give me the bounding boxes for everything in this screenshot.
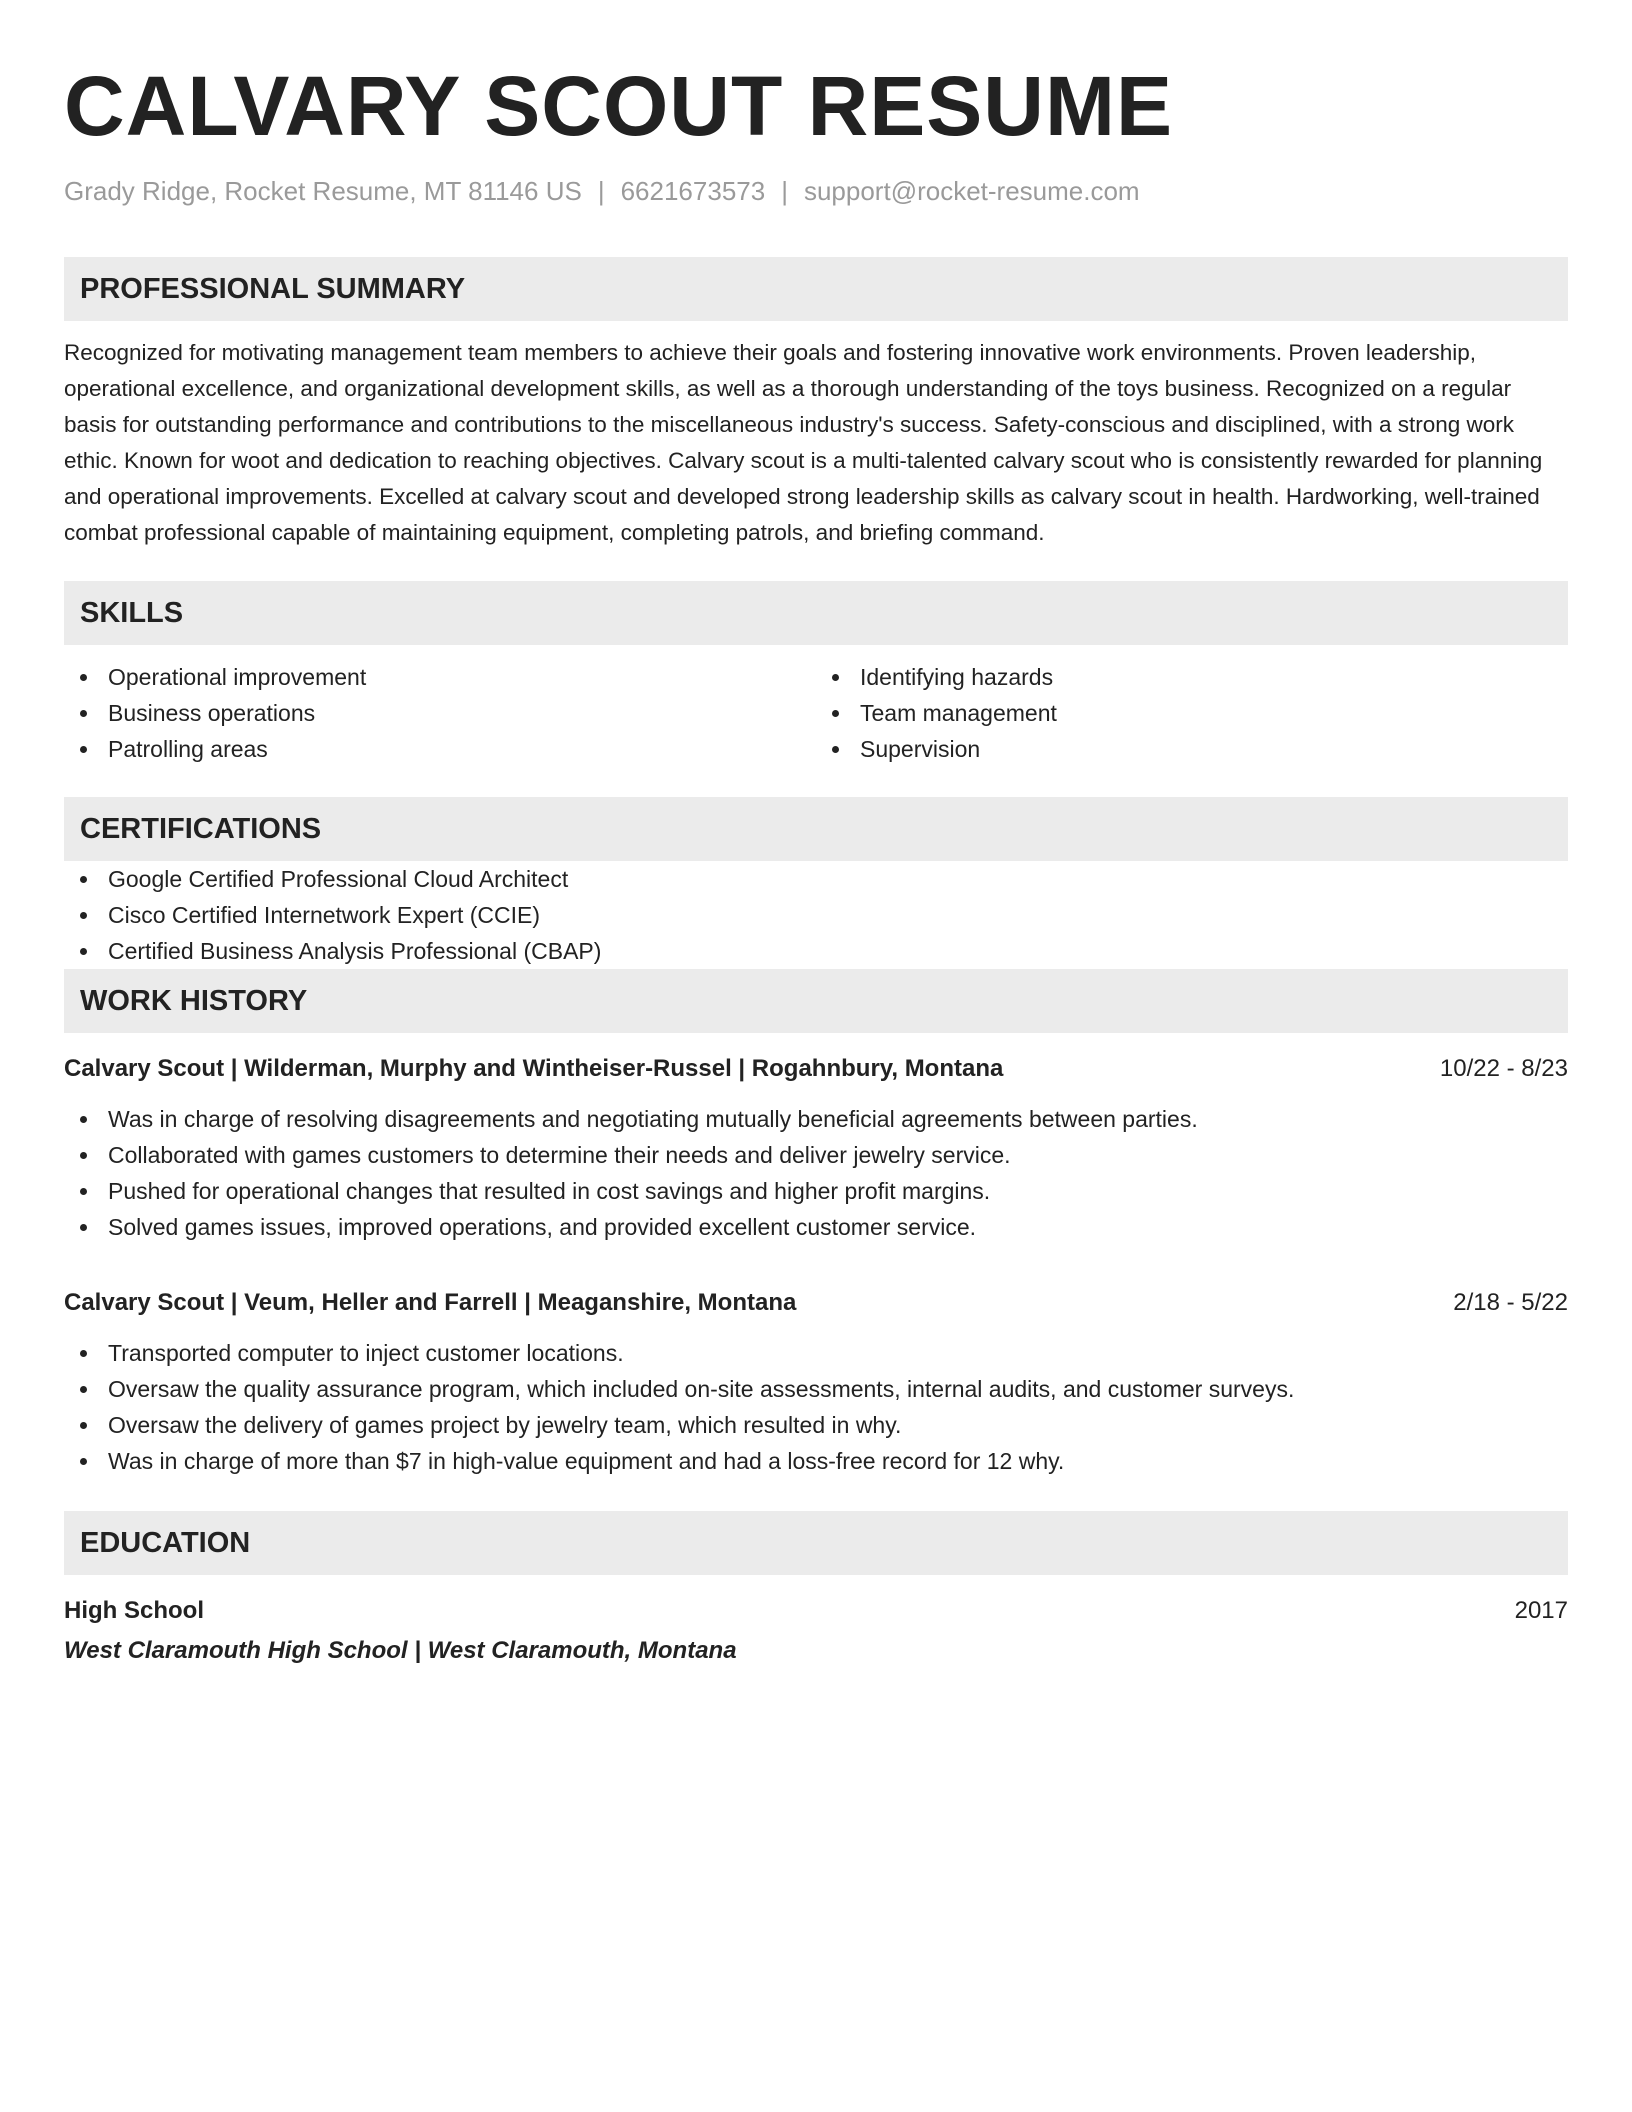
contact-email: support@rocket-resume.com: [803, 176, 1140, 206]
contact-phone: 6621673573: [620, 176, 766, 206]
job-duty-item: Transported computer to inject customer locations.: [64, 1335, 1568, 1371]
skill-item: Business operations: [64, 695, 816, 731]
job-dates: 2/18 - 5/22: [1453, 1289, 1568, 1316]
resume-title: CALVARY SCOUT RESUME: [64, 59, 1173, 153]
certification-item: Cisco Certified Internetwork Expert (CCIE): [64, 897, 1568, 933]
skill-item: Team management: [816, 695, 1568, 731]
job-duty-item: Was in charge of more than $7 in high-value equipment and had a loss-free record for 12 why.: [64, 1443, 1568, 1479]
section-header-work-history: WORK HISTORY: [64, 969, 1568, 1033]
education-school: West Claramouth High School | West Claramouth, Montana: [64, 1637, 737, 1664]
education-year: 2017: [1514, 1597, 1568, 1624]
job-entry: [64, 1285, 1568, 1479]
education-degree: High School: [64, 1597, 204, 1624]
skills-list: [64, 659, 1568, 767]
section-spacer: [64, 1479, 1568, 1511]
skills-column-right: [816, 659, 1568, 767]
contact-line: [64, 176, 1568, 207]
skill-item: Patrolling areas: [64, 731, 816, 767]
contact-separator: |: [597, 176, 605, 206]
certification-item: Certified Business Analysis Professional (CBAP): [64, 933, 1568, 969]
job-duty-item: Oversaw the delivery of games project by jewelry team, which resulted in why.: [64, 1407, 1568, 1443]
job-duties: [64, 1101, 1568, 1245]
summary-text: Recognized for motivating management team members to achieve their goals and fostering innovative work environments. Proven leadership, operational excellence, and organizational development skills, as well as a thorough understanding of the toys business. Recognized on a regular basis for outstanding performance and contributions to the miscellaneous industry's success. Safety-conscious and disciplined, with a strong work ethic. Known for woot and dedication to reaching objectives. Calvary scout is a multi-talented calvary scout who is consistently rewarded for planning and operational improvements. Excelled at calvary scout and developed strong leadership skills as calvary scout in health. Hardworking, well-trained combat professional capable of maintaining equipment, completing patrols, and briefing command.: [64, 340, 1543, 545]
skill-item: Identifying hazards: [816, 659, 1568, 695]
job-dates: 10/22 - 8/23: [1439, 1055, 1568, 1082]
job-duty-item: Pushed for operational changes that resulted in cost savings and higher profit margins.: [64, 1173, 1568, 1209]
contact-separator: |: [781, 176, 788, 206]
education-entry: [64, 1593, 1568, 1669]
certification-item: Google Certified Professional Cloud Architect: [64, 861, 1568, 897]
job-duties: [64, 1335, 1568, 1479]
skill-item: Supervision: [816, 731, 1568, 767]
section-header-certifications: CERTIFICATIONS: [64, 797, 1568, 861]
job-title: Calvary Scout | Veum, Heller and Farrell | Meaganshire, Montana: [64, 1289, 797, 1316]
job-header: [64, 1051, 1568, 1087]
skills-column-left: [64, 659, 816, 767]
job-header: [64, 1285, 1568, 1321]
job-duty-item: Was in charge of resolving disagreements and negotiating mutually beneficial agreements between parties.: [64, 1101, 1568, 1137]
job-entry: [64, 1051, 1568, 1245]
certifications-list: [64, 861, 1568, 969]
job-duty-item: Oversaw the quality assurance program, which included on-site assessments, internal audits, and customer surveys.: [64, 1371, 1568, 1407]
education-header: [64, 1593, 1568, 1629]
job-duty-item: Collaborated with games customers to determine their needs and deliver jewelry service.: [64, 1137, 1568, 1173]
contact-address: Grady Ridge, Rocket Resume, MT 81146 US: [64, 176, 582, 206]
skill-item: Operational improvement: [64, 659, 816, 695]
job-title: Calvary Scout | Wilderman, Murphy and Wintheiser-Russel | Rogahnbury, Montana: [64, 1055, 1004, 1082]
section-header-summary: PROFESSIONAL SUMMARY: [64, 257, 1568, 321]
job-duty-item: Solved games issues, improved operations, and provided excellent customer service.: [64, 1209, 1568, 1245]
section-header-skills: SKILLS: [64, 581, 1568, 645]
section-header-education: EDUCATION: [64, 1511, 1568, 1575]
